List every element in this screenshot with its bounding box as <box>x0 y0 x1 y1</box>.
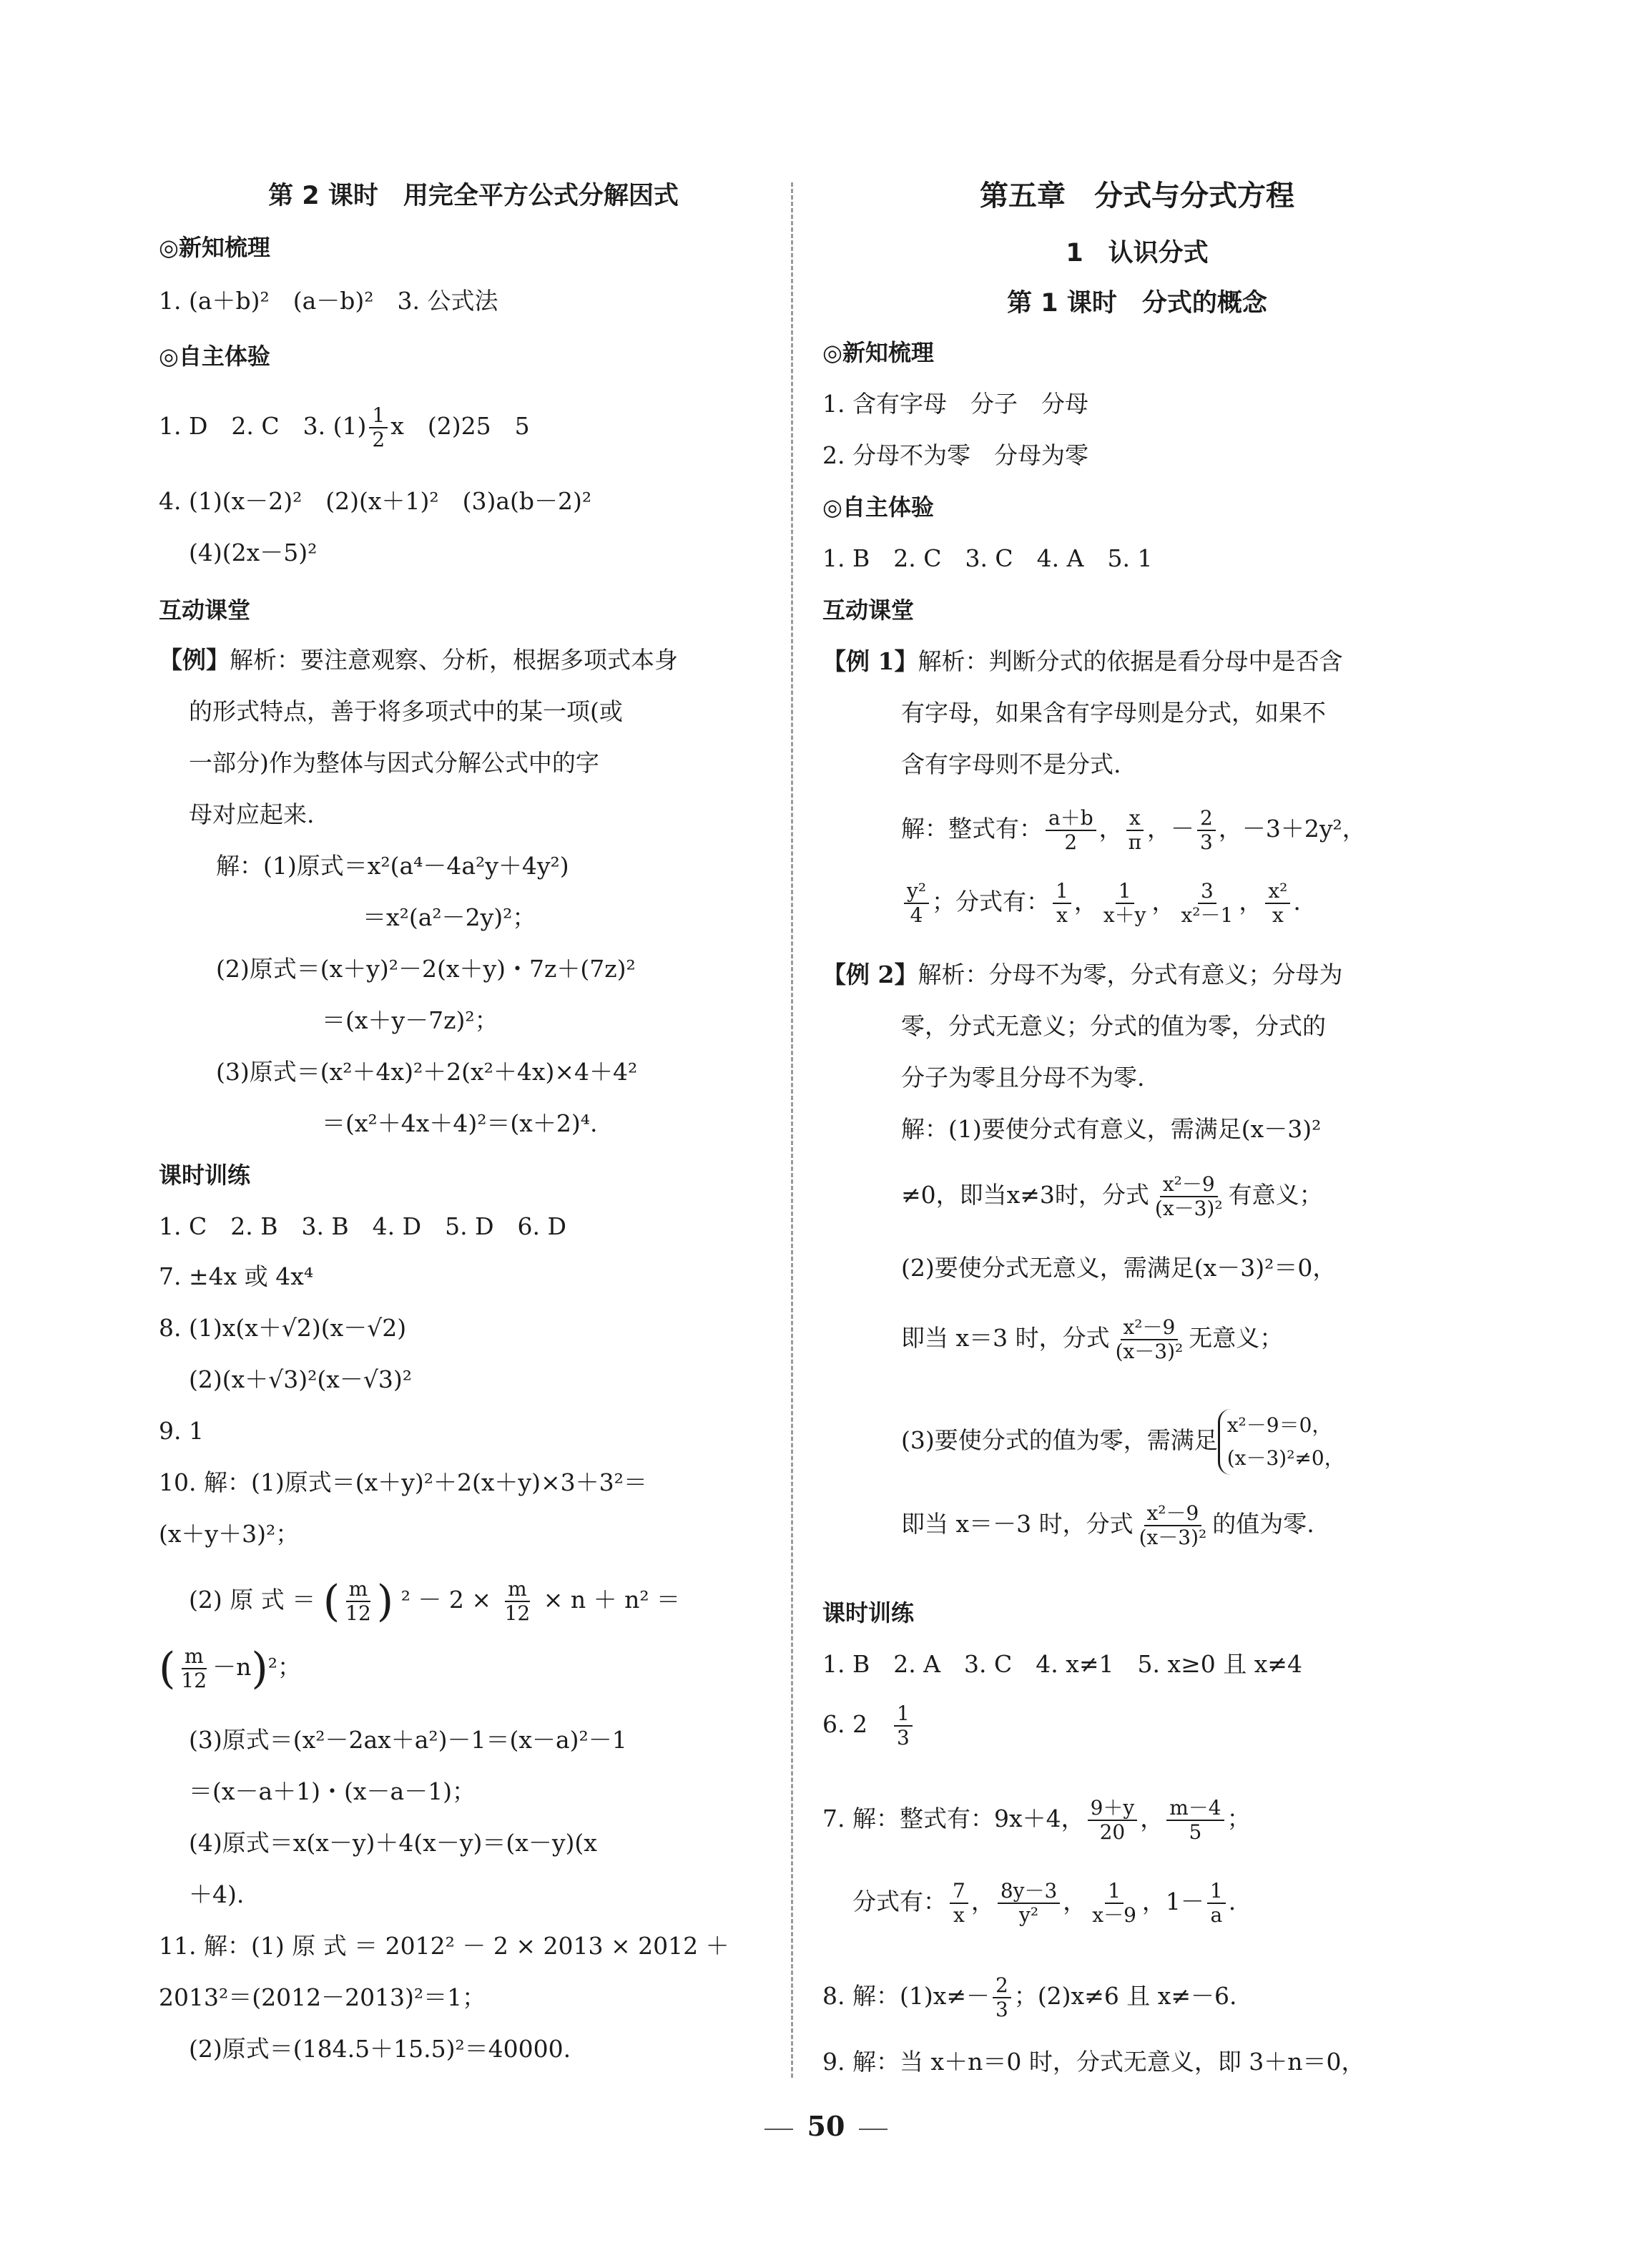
example-2-solution-1: ≠0，即当x≠3时，分式 $\frac{\text{x²－9}}{\text{(x－3)²}}$ 有意义； <box>901 1172 1323 1220</box>
fraction: $\frac{2}{3}$ <box>993 1974 1011 2021</box>
training-answer-8: 8. (1)x(x＋√2)(x－√2) <box>159 1314 407 1342</box>
section-zizhu: ◎自主体验 <box>159 343 270 370</box>
example-analysis-line: 分子为零且分母不为零. <box>901 1064 1145 1091</box>
example-2-solution-3: (3)要使分式的值为零，需满足 x²－9＝0， (x－3)²≠0， <box>901 1409 1344 1475</box>
fraction: $\frac{2}{3}$ <box>1197 807 1216 854</box>
training-answer-10: 10. 解：(1)原式＝(x＋y)²＋2(x＋y)×3＋3²＝ <box>159 1468 647 1496</box>
example-analysis-line: 有字母，如果含有字母则是分式，如果不 <box>901 699 1326 727</box>
solution-line: (4)原式＝x(x－y)＋4(x－y)＝(x－y)(x <box>189 1829 597 1857</box>
xinzhi-answer-2: 2. 分母不为零 分母为零 <box>822 441 1088 469</box>
training-answer-8-part2: (2)(x＋√3)²(x－√3)² <box>189 1365 412 1393</box>
fraction: $\frac{1}{2}$ <box>369 404 388 451</box>
solution-line: (x＋y＋3)²； <box>159 1520 300 1548</box>
training-answer-10-part2: (2) 原 式 ＝ ( $\frac{m}{12}$ ) ² － 2 × $\frac{m}{12}$ × n ＋ n² ＝ <box>189 1576 681 1626</box>
example-tag: 【例】 <box>159 646 230 674</box>
solution-line: 2013²＝(2012－2013)²＝1； <box>159 1983 486 2011</box>
section-xinzhi: ◎新知梳理 <box>822 339 934 366</box>
training-answer-9: 9. 解：当 x＋n＝0 时，分式无意义，即 3＋n＝0， <box>822 2048 1365 2076</box>
section-hudong: 互动课堂 <box>159 597 251 624</box>
column-divider <box>791 182 793 2078</box>
training-answer-9: 9. 1 <box>159 1417 204 1445</box>
example-analysis-line: 母对应起来. <box>189 800 315 828</box>
example-1-tag: 【例 1】 <box>822 647 918 675</box>
training-answer-8: 8. 解：(1)x≠－ $\frac{2}{3}$ ；(2)x≠6 且 x≠－6. <box>822 1973 1237 2021</box>
fraction: $\frac{1}{x-9}$ <box>1092 1879 1136 1927</box>
solution-line: ＝x²(a²－2y)²； <box>363 903 536 931</box>
fraction: $\frac{a+b}{2}$ <box>1046 807 1096 854</box>
solution-line: (2)要使分式无意义，需满足(x－3)²＝0， <box>901 1254 1337 1282</box>
fraction: $\frac{1}{x+y}$ <box>1103 879 1146 927</box>
example-1-solution-cont: $\frac{\text{y²}}{4}$ ；分式有： $\frac{1}{x}$ ， $\frac{1}{x+y}$ ， $\frac{3}{\text{x²－1}}$ ， $\frac{\text{x²}}{x}$ . <box>901 880 1301 927</box>
solution-line: ＋4). <box>189 1880 245 1908</box>
example-2-analysis: 【例 2】解析：分母不为零，分式有意义；分母为 <box>822 961 1343 988</box>
fraction: $\frac{m}{12}$ <box>181 1644 207 1692</box>
example-1-analysis: 【例 1】解析：判断分式的依据是看分母中是否含 <box>822 647 1343 675</box>
solution-line: (2)原式＝(x＋y)²－2(x＋y)・7z＋(7z)² <box>216 955 636 983</box>
fraction: $\frac{1}{x}$ <box>1053 880 1071 927</box>
training-answer-11: 11. 解：(1) 原 式 ＝ 2012² － 2 × 2013 × 2012 ＋ <box>159 1932 729 1960</box>
fraction: $\frac{1}{3}$ <box>894 1702 913 1749</box>
fraction: $\frac{\text{x²－9}}{\text{(x－3)²}}$ <box>1115 1315 1184 1363</box>
example-analysis-line: 的形式特点，善于将多项式中的某一项(或 <box>189 697 623 725</box>
fraction: $\frac{1}{a}$ <box>1207 1880 1226 1927</box>
section-hudong: 互动课堂 <box>822 597 915 624</box>
example-2-solution-2: 即当 x＝3 时，分式 $\frac{\text{x²－9}}{\text{(x－3)²}}$ 无意义； <box>901 1315 1284 1363</box>
example-analysis-line: 一部分)作为整体与因式分解公式中的字 <box>189 749 599 777</box>
xinzhi-answer-1: 1. 含有字母 分子 分母 <box>822 390 1088 418</box>
training-answers: 1. B 2. A 3. C 4. x≠1 5. x≥0 且 x≠4 <box>822 1650 1302 1678</box>
solution-line: 解：(1)原式＝x²(a⁴－4a²y＋4y²) <box>216 852 569 880</box>
fraction: $\frac{3}{\text{x²－1}}$ <box>1181 879 1234 927</box>
solution-line: 解：(1)要使分式有意义，需满足(x－3)² <box>901 1115 1322 1143</box>
training-answer-10-part2-cont: ( $\frac{m}{12}$ －n)²； <box>159 1644 301 1694</box>
zizhu-answer-4-part4: (4)(2x－5)² <box>189 539 318 566</box>
zizhu-answer-1: 1. D 2. C 3. (1) $\frac{1}{2}$ x (2)25 5 <box>159 403 530 451</box>
training-answer-6: 6. 2 $\frac{1}{3}$ <box>822 1702 915 1749</box>
example-analysis-line: 零，分式无意义；分式的值为零，分式的 <box>901 1012 1326 1040</box>
example-analysis: 【例】解析：要注意观察、分析，根据多项式本身 <box>159 646 678 674</box>
example-2-solution-4: 即当 x＝－3 时，分式 $\frac{\text{x²－9}}{\text{(x－3)²}}$ 的值为零. <box>901 1501 1314 1549</box>
section-title: 1 认识分式 <box>1066 239 1209 267</box>
fraction: $\frac{m-4}{5}$ <box>1166 1797 1224 1844</box>
section-xunlian: 课时训练 <box>822 1599 915 1626</box>
solution-line: ＝(x－a＋1)・(x－a－1)； <box>189 1777 476 1805</box>
page-number: 50 <box>0 2110 1652 2142</box>
fraction: $\frac{7}{x}$ <box>950 1880 968 1927</box>
fraction: $\frac{\text{y²}}{4}$ <box>904 880 929 927</box>
training-answer-7: 7. 解：整式有：9x＋4， $\frac{9+y}{20}$ ， $\frac{m-4}{5}$ ； <box>822 1796 1251 1844</box>
zizhu-answers: 1. B 2. C 3. C 4. A 5. 1 <box>822 544 1153 572</box>
training-answer-7-part2: 分式有： $\frac{7}{x}$ ， $\frac{8y-3}{\text{y²}}$ ， $\frac{1}{x-9}$ ，1－ $\frac{1}{a}$ . <box>852 1879 1236 1927</box>
xinzhi-answer-1: 1. (a＋b)² (a－b)² 3. 公式法 <box>159 287 498 315</box>
solution-line: ＝(x²＋4x＋4)²＝(x＋2)⁴. <box>322 1109 598 1137</box>
zizhu-answer-4: 4. (1)(x－2)² (2)(x＋1)² (3)a(b－2)² <box>159 487 592 515</box>
solution-line: (3)原式＝(x²＋4x)²＋2(x²＋4x)×4＋4² <box>216 1058 638 1086</box>
fraction: $\frac{9+y}{20}$ <box>1088 1797 1138 1844</box>
fraction: $\frac{m}{12}$ <box>345 1577 371 1625</box>
lesson-title: 第 2 课时 用完全平方公式分解因式 <box>268 182 679 210</box>
fraction: $\frac{m}{12}$ <box>504 1577 531 1625</box>
fraction: $\frac{8y-3}{\text{y²}}$ <box>998 1880 1060 1927</box>
chapter-title: 第五章 分式与分式方程 <box>980 180 1294 212</box>
fraction: $\frac{x}{\pi}$ <box>1126 807 1144 854</box>
example-1-solution: 解：整式有： $\frac{a+b}{2}$ ， $\frac{x}{\pi}$ ，－ $\frac{2}{3}$ ，－3＋2y²， <box>901 806 1366 854</box>
lesson-title: 第 1 课时 分式的概念 <box>1007 289 1267 318</box>
section-xinzhi: ◎新知梳理 <box>159 234 270 261</box>
section-xunlian: 课时训练 <box>159 1162 251 1189</box>
training-answers: 1. C 2. B 3. B 4. D 5. D 6. D <box>159 1212 566 1240</box>
solution-line: (3)原式＝(x²－2ax＋a²)－1＝(x－a)²－1 <box>189 1726 627 1754</box>
example-analysis-line: 含有字母则不是分式. <box>901 750 1121 778</box>
solution-line: (2)原式＝(184.5＋15.5)²＝40000. <box>189 2035 571 2063</box>
fraction: $\frac{\text{x²－9}}{\text{(x－3)²}}$ <box>1139 1501 1207 1549</box>
fraction: $\frac{\text{x²}}{x}$ <box>1265 880 1290 927</box>
example-2-tag: 【例 2】 <box>822 961 918 988</box>
training-answer-7: 7. ±4x 或 4x⁴ <box>159 1262 314 1290</box>
solution-line: ＝(x＋y－7z)²； <box>322 1006 498 1034</box>
section-zizhu: ◎自主体验 <box>822 494 934 521</box>
fraction: $\frac{\text{x²－9}}{\text{(x－3)²}}$ <box>1154 1172 1223 1220</box>
equation-system: x²－9＝0， (x－3)²≠0， <box>1218 1409 1344 1475</box>
